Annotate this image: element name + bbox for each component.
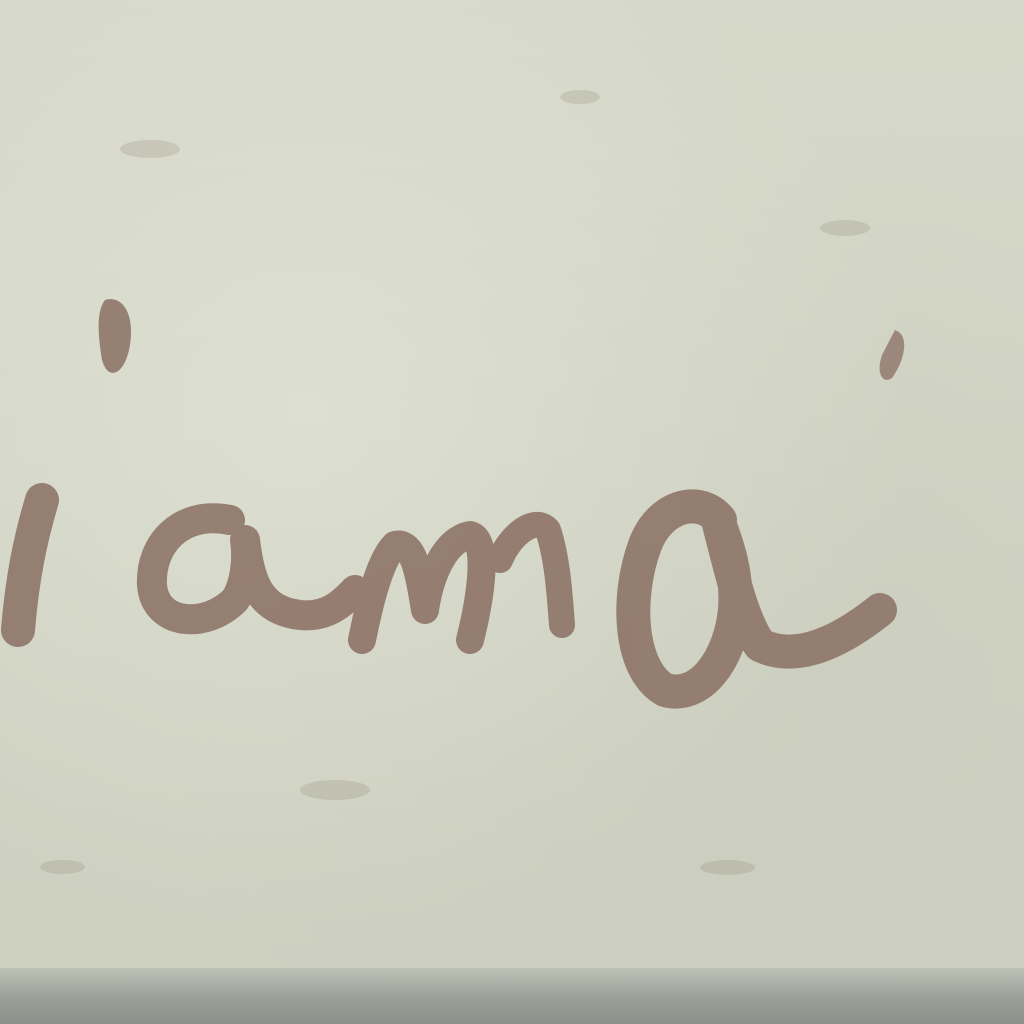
- ink-spot: [99, 299, 131, 373]
- ink-spot: [880, 330, 905, 380]
- paper-bottom-edge: [0, 968, 1024, 1024]
